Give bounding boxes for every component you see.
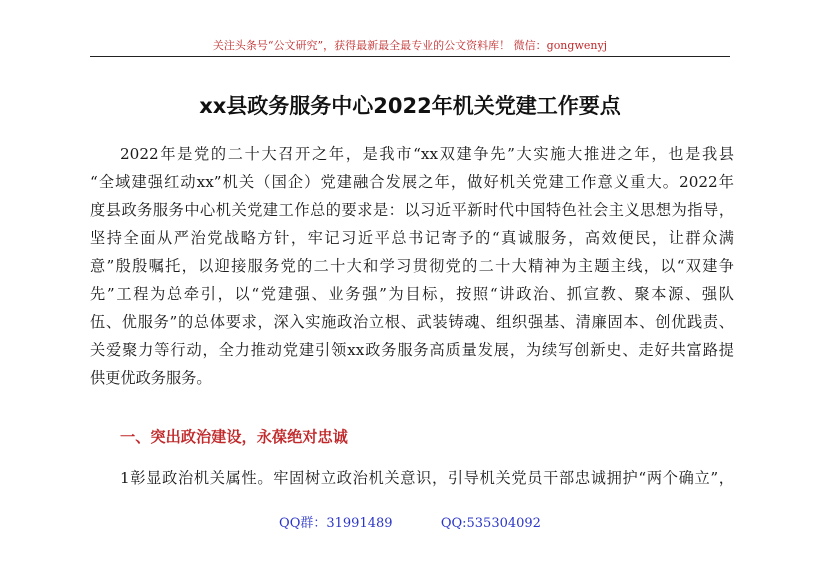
intro-line: 意”殷殷嘱托，以迎接服务党的二十大和学习贯彻党的二十大精神为主题主线，以“双建争 — [90, 257, 734, 275]
intro-line: 坚持全面从严治党战略方针，牢记习近平总书记寄予的“真诚服务，高效便民，让群众满 — [90, 229, 734, 247]
intro-line: 供更优政务服务。 — [90, 369, 212, 387]
section-heading: 一、突出政治建设，永葆绝对忠诚 — [120, 428, 348, 446]
qq-label: QQ:535304092 — [440, 516, 541, 531]
header-divider — [90, 56, 730, 57]
item-line: 1彰显政治机关属性。牢固树立政治机关意识，引导机关党员干部忠诚拥护“两个确立”， — [120, 469, 734, 487]
item-paragraph — [90, 464, 734, 492]
document-title: xx县政务服务中心2022年机关党建工作要点 — [199, 94, 621, 118]
qq-group-label: QQ群：31991489 — [279, 516, 393, 531]
intro-line: 2022年是党的二十大召开之年，是我市“xx双建争先”大实施大推进之年，也是我县 — [120, 145, 734, 163]
intro-line: “全域建强红动xx”机关（国企）党建融合发展之年，做好机关党建工作意义重大。2022年 — [90, 173, 734, 191]
intro-line: 伍、优服务”的总体要求，深入实施政治立根、武装铸魂、组织强基、清廉固本、创优践责、 — [90, 313, 734, 331]
intro-line: 先”工程为总牵引，以“党建强、业务强”为目标，按照“讲政治、抓宣教、聚本源、强队 — [90, 285, 734, 303]
footer-contacts — [90, 512, 730, 534]
header-promo-note: 关注头条号“公文研究”，获得最新最全最专业的公文资料库！ 微信：gongwenyj — [212, 39, 608, 52]
intro-paragraph — [90, 140, 734, 392]
intro-line: 关爱聚力等行动，全力推动党建引领xx政务服务高质量发展，为续写创新史、走好共富路提 — [90, 341, 734, 359]
intro-line: 度县政务服务中心机关党建工作总的要求是：以习近平新时代中国特色社会主义思想为指导， — [90, 201, 734, 219]
